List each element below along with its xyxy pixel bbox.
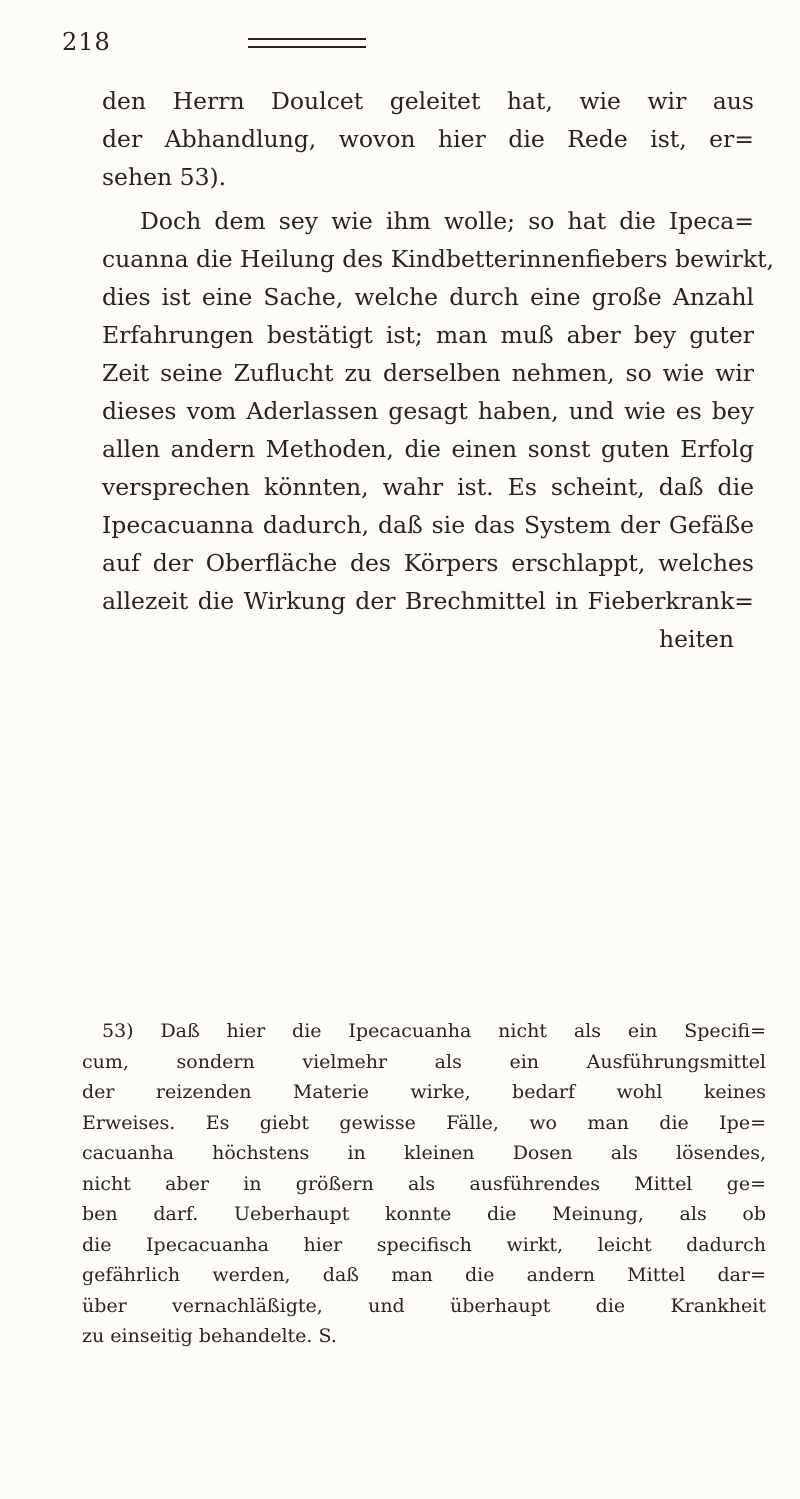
text-line: allen andern Methoden, die einen sonst guten Erfolg	[102, 435, 754, 463]
footnote-line: cacuanha höchstens in kleinen Dosen als lösendes,	[82, 1142, 766, 1164]
footnote-line: über vernachläßigte, und überhaupt die Krankheit	[82, 1294, 766, 1317]
text-line: versprechen könnten, wahr ist. Es scheint, daß die	[102, 473, 754, 501]
footnote-line: zu einseitig behandelte. S.	[82, 1325, 337, 1347]
text-line: Ipecacuanna dadurch, daß sie das System der Gefäße	[102, 511, 754, 539]
footnote-line: ben darf. Ueberhaupt konnte die Meinung, als ob	[82, 1203, 766, 1225]
text-line: der Abhandlung, wovon hier die Rede ist, er=	[102, 125, 754, 153]
footnote-line: die Ipecacuanha hier specifisch wirkt, leicht dadurch	[82, 1233, 766, 1256]
footnote	[82, 1016, 766, 1352]
footnote-line: gefährlich werden, daß man die andern Mittel dar=	[82, 1264, 766, 1286]
text-line: Zeit seine Zuflucht zu derselben nehmen, so wie wir	[102, 359, 754, 387]
text-line: dieses vom Aderlassen gesagt haben, und wie es bey	[102, 397, 754, 425]
footnote-line: Erweises. Es giebt gewisse Fälle, wo man die Ipe=	[82, 1111, 766, 1134]
text-line: den Herrn Doulcet geleitet hat, wie wir aus	[102, 87, 754, 115]
page-number: 218	[62, 28, 111, 56]
main-text	[102, 82, 775, 658]
text-line: sehen 53).	[102, 163, 227, 191]
catchword: heiten	[658, 625, 734, 653]
text-line: allezeit die Wirkung der Brechmittel in Fieberkrank=	[102, 587, 754, 615]
footnote-line: der reizenden Materie wirke, bedarf wohl keines	[82, 1081, 766, 1103]
header-rule	[248, 38, 366, 48]
text-line: Erfahrungen bestätigt ist; man muß aber bey guter	[102, 321, 754, 349]
text-line: auf der Oberfläche des Körpers erschlappt, welches	[102, 549, 754, 577]
text-line: dies ist eine Sache, welche durch eine große Anzahl	[102, 283, 754, 311]
text-line: cuanna die Heilung des Kindbetterinnenfiebers bewirkt,	[102, 245, 775, 273]
footnote-line: 53) Daß hier die Ipecacuanha nicht als ein Specifi=	[102, 1020, 766, 1042]
paragraph-start-line: Doch dem sey wie ihm wolle; so hat die Ipeca=	[140, 207, 754, 235]
footnote-line: cum, sondern vielmehr als ein Ausführungsmittel	[82, 1050, 766, 1073]
footnote-line: nicht aber in größern als ausführendes Mittel ge=	[82, 1172, 766, 1195]
